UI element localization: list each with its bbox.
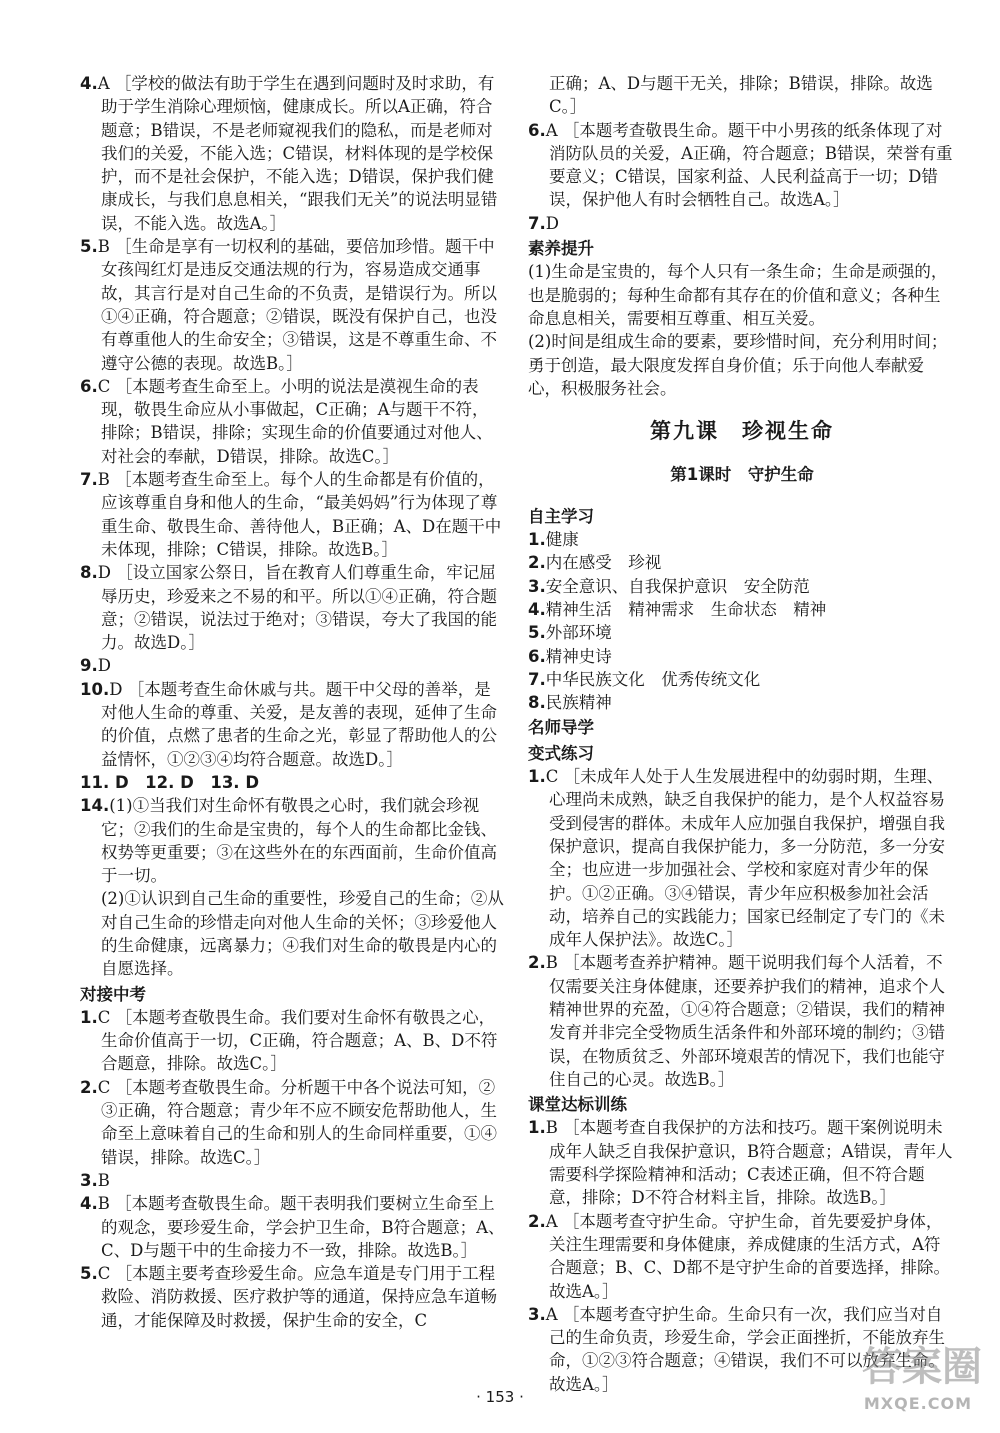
item-text: 内在感受 珍视 (545, 553, 662, 573)
answer-item: 3.B (80, 1170, 110, 1190)
item-text: 安全意识、自我保护意识 安全防范 (545, 576, 810, 596)
answer-item: 11. D 12. D 13. D (80, 772, 260, 792)
answer-subitem: (2)①认识到自己生命的重要性，珍爱自己的生命；②从对自己生命的珍惜走向对他人生命的关怀；③珍爱他人的生命健康，远离暴力；④我们对生命的敬畏是内心的自愿选择。 (101, 889, 504, 979)
item-text: 精神史诗 (545, 646, 612, 666)
item-text: 外部环境 (545, 623, 612, 643)
subsection-heading: 变式练习 (528, 743, 594, 763)
self-study-item (528, 551, 956, 574)
item-number: 3. (528, 576, 546, 596)
answer-item: 3.A ［本题考查守护生命。生命只有一次，我们应当对自己的生命负责，珍爱生命，学会正面挫折，不能放弃生命，①②③符合题意；④错误，我们不可以放弃生命。故选A。］ (528, 1304, 945, 1394)
lesson-title: 第九课 珍视生命 (650, 419, 834, 444)
period-title: 第1课时 守护生命 (670, 465, 814, 485)
answer-item: 7.D (528, 213, 559, 233)
answer-item: 4.A ［学校的做法有助于学生在遇到问题时及时求助，有助于学生消除心理烦恼，健康成长。所以A正确，符合题意；B错误，不是老师窥视我们的隐私，而是老师对我们的关爱，不能入选；C错误，材料体现的是学校保护，而不是社会保护，不能入选；D错误，保护我们健康成长，与我们息息相关，“跟我们无关”的说法明显错误，不能入选。故选A。］ (80, 74, 498, 233)
item-text: 健康 (545, 530, 579, 550)
answer-item: 8.D ［设立国家公祭日，旨在教育人们尊重生命，牢记屈辱历史，珍爱来之不易的和平。所以①④正确，符合题意；②错误，说法过于绝对；③错误，夸大了我国的能力。故选D。］ (80, 563, 497, 653)
answer-item: 6.A ［本题考查敬畏生命。题干中小男孩的纸条体现了对消防队员的关爱，A正确，符合题意；B错误，荣誉有重要意义；C错误，国家利益、人民利益高于一切；D错误，保护他人有时会牺牲自己。故选A。］ (528, 120, 953, 210)
self-study-item (528, 645, 956, 668)
watermark-site: MXQE.COM (863, 1394, 972, 1413)
answer-item: 14.(1)①当我们对生命怀有敬畏之心时，我们就会珍视它；②我们的生命是宝贵的，每个人的生命都比金钱、权势等更重要；③在这些外在的东西面前，生命价值高于一切。 (80, 796, 497, 886)
answer-item: 2.C ［本题考查敬畏生命。分析题干中各个说法可知，②③正确，符合题意；青少年不应不顾安危帮助他人，生命至上意味着自己的生命和别人的生命同样重要，①④错误，排除。故选C。］ (80, 1077, 497, 1167)
left-column (80, 72, 505, 1332)
answer-item: 5.B ［生命是享有一切权利的基础，要倍加珍惜。题干中女孩闯红灯是违反交通法规的行为，容易造成交通事故，其言行是对自己生命的不负责，是错误行为。所以①④正确，符合题意；②错误，既没有保护自己，也没有尊重他人的生命安全；③错误，这是不尊重生命、不遵守公德的表现。故选B。］ (80, 237, 497, 373)
self-study-item (528, 668, 956, 691)
answer-item: 10.D ［本题考查生命休戚与共。题干中父母的善举，是对他人生命的尊重、关爱，是友善的表现，延伸了生命的价值，点燃了患者的生命之光，彰显了帮助他人的公益情怀，①②③④均符合题意。故选D。］ (80, 679, 497, 769)
self-study-item (528, 621, 956, 644)
item-text: 中华民族文化 优秀传统文化 (545, 669, 761, 689)
answer-item: 1.C ［未成年人处于人生发展进程中的幼弱时期，生理、心理尚未成熟，缺乏自我保护的能力，是个人权益容易受到侵害的群体。未成年人应加强自我保护，增强自我保护意识，提高自我保护能力，多一分防范，多一分安全；也应进一步加强社会、学校和家庭对青少年的保护。①②正确。③④错误，青少年应积极参加社会活动，培养自己的实践能力；国家已经制定了专门的《未成年人保护法》。故选C。］ (528, 767, 945, 950)
answer-continuation: 正确；A、D与题干无关，排除；B错误，排除。故选C。］ (549, 74, 933, 117)
answer-item: 7.B ［本题考查生命至上。每个人的生命都是有价值的，应该尊重自身和他人的生命，“最美妈妈”行为体现了尊重生命、敬畏生命、善待他人，B正确；A、D在题干中未体现，排除；C错误，排除。故选B。］ (80, 470, 502, 559)
answer-item: 9.D (80, 656, 111, 676)
page-number: · 153 · (476, 1388, 524, 1406)
answer-item: 2.B ［本题考查养护精神。题干说明我们每个人活着，不仅需要关注身体健康，还要养护我们的精神，追求个人精神世界的充盈，①④符合题意；②错误，我们的精神发育并非完全受物质生活条件和外部环境的制约；③错误，在物质贫乏、外部环境艰苦的情况下，我们也能守住自己的心灵。故选B。］ (528, 953, 945, 1089)
item-number: 6. (528, 646, 546, 666)
answer-item: 4.B ［本题考查敬畏生命。题干表明我们要树立生命至上的观念，要珍爱生命，学会护卫生命，B符合题意；A、C、D与题干中的生命接力不一致，排除。故选B。］ (80, 1194, 505, 1260)
item-number: 2. (528, 553, 546, 573)
answer-paragraph: (1)生命是宝贵的，每个人只有一条生命；生命是顽强的，也是脆弱的；每种生命都有其存在的价值和意义；各种生命息息相关，需要相互尊重、相互关爱。 (528, 262, 948, 328)
item-text: 民族精神 (545, 693, 612, 713)
watermark-logo: 答案圈 (862, 1344, 982, 1390)
self-study-item (528, 528, 956, 551)
section-heading: 课堂达标训练 (528, 1095, 627, 1115)
self-study-item (528, 691, 956, 714)
item-text: 精神生活 精神需求 生命状态 精神 (545, 599, 827, 619)
self-study-item (528, 575, 956, 598)
answer-item: 1.C ［本题考查敬畏生命。我们要对生命怀有敬畏之心，生命价值高于一切，C正确，符合题意；A、B、D不符合题意，排除。故选C。］ (80, 1007, 498, 1074)
item-number: 7. (528, 669, 546, 689)
item-number: 5. (528, 623, 546, 643)
section-heading: 对接中考 (80, 984, 146, 1004)
answer-paragraph: (2)时间是组成生命的要素，要珍惜时间，充分利用时间；勇于创造，最大限度发挥自身价值；乐于向他人奉献爱心，积极服务社会。 (528, 332, 948, 398)
item-number: 1. (528, 530, 546, 550)
section-heading: 素养提升 (528, 239, 594, 259)
item-number: 4. (528, 599, 546, 619)
self-study-item (528, 598, 956, 621)
watermark (802, 1335, 982, 1415)
section-heading: 名师导学 (528, 718, 594, 738)
self-study-list (528, 528, 956, 714)
answer-item: 2.A ［本题考查守护生命。守护生命，首先要爱护身体，关注生理需要和身体健康，养成健康的生活方式，A符合题意；B、C、D都不是守护生命的首要选择，排除。故选A。］ (528, 1211, 950, 1301)
answer-item: 6.C ［本题考查生命至上。小明的说法是漠视生命的表现，敬畏生命应从小事做起，C正确；A与题干不符，排除；B错误，排除；实现生命的价值要通过对他人、对社会的奉献，D错误，排除。故选C。］ (80, 376, 493, 466)
section-heading: 自主学习 (528, 506, 594, 526)
right-column (528, 72, 956, 1396)
answer-item: 1.B ［本题考查自我保护的方法和技巧。题干案例说明未成年人缺乏自我保护意识，B符合题意；A错误，青年人需要科学探险精神和活动；C表述正确，但不符合题意，排除；D不符合材料主旨，排除。故选B。］ (528, 1118, 953, 1208)
answer-item: 5.C ［本题主要考查珍爱生命。应急车道是专门用于工程救险、消防救援、医疗救护等的通道，保持应急车道畅通，才能保障及时救援，保护生命的安全，C (80, 1264, 497, 1330)
item-number: 8. (528, 693, 546, 713)
